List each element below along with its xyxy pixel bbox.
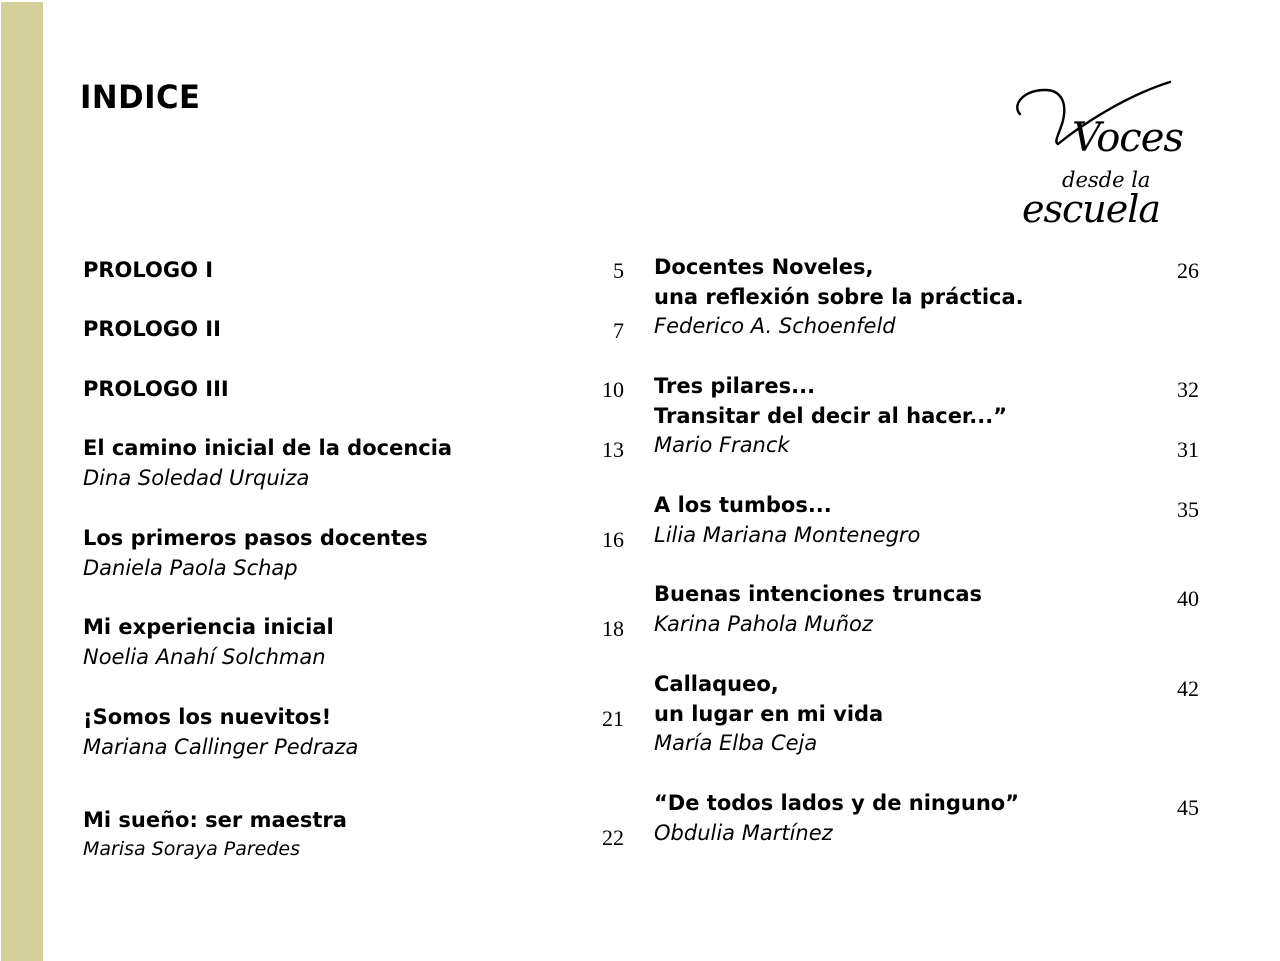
page-number: 42 bbox=[1177, 676, 1199, 701]
page-number: 5 bbox=[613, 258, 624, 283]
page-number: 13 bbox=[602, 437, 624, 462]
entry-author: Noelia Anahí Solchman bbox=[83, 644, 326, 669]
entry-author: Federico A. Schoenfeld bbox=[654, 314, 896, 338]
entry-title-line1: A los tumbos... bbox=[654, 493, 832, 517]
page-number: 32 bbox=[1177, 377, 1199, 402]
entry-author: Daniela Paola Schap bbox=[83, 555, 298, 580]
entry-author: Lilia Mariana Montenegro bbox=[654, 522, 921, 547]
entry-title: Mi sueño: ser maestra bbox=[83, 808, 347, 832]
page-number: 10 bbox=[602, 377, 624, 402]
page-number: 22 bbox=[602, 825, 624, 850]
voces-desde-la-escuela-logo bbox=[1010, 76, 1210, 226]
entry-title-line1: “De todos lados y de ninguno” bbox=[654, 791, 1020, 815]
entry-title-line2: un lugar en mi vida bbox=[654, 701, 884, 726]
page-number-secondary: 31 bbox=[1177, 437, 1199, 462]
page-number: 45 bbox=[1177, 795, 1199, 820]
entry-title: El camino inicial de la docencia bbox=[83, 436, 453, 460]
logo-voces: Voces bbox=[1072, 115, 1183, 161]
toc-entry[interactable] bbox=[654, 253, 1024, 342]
entry-title-line2: Transitar del decir al hacer...” bbox=[654, 403, 1008, 428]
page-number: 26 bbox=[1177, 258, 1199, 283]
logo-escuela: escuela bbox=[1022, 187, 1161, 226]
toc-entry[interactable] bbox=[83, 315, 221, 345]
toc-entry[interactable] bbox=[654, 670, 883, 759]
toc-entry[interactable] bbox=[83, 434, 452, 493]
toc-entry[interactable] bbox=[83, 256, 213, 286]
entry-author: Mario Franck bbox=[654, 433, 790, 457]
toc-entry[interactable] bbox=[83, 703, 358, 762]
page-title: INDICE bbox=[80, 78, 201, 116]
entry-title: Mi experiencia inicial bbox=[83, 615, 334, 639]
toc-entry[interactable] bbox=[654, 580, 982, 639]
entry-title-line1: Docentes Noveles, bbox=[654, 255, 874, 279]
toc-entry[interactable] bbox=[83, 613, 334, 672]
logo-desde-la: desde la bbox=[1062, 168, 1151, 192]
entry-title-line1: Callaqueo, bbox=[654, 672, 779, 696]
toc-entry[interactable] bbox=[83, 806, 347, 862]
page-number: 40 bbox=[1177, 586, 1199, 611]
entry-title-line1: Buenas intenciones truncas bbox=[654, 582, 983, 606]
entry-title-line2: una reflexión sobre la práctica. bbox=[654, 284, 1024, 309]
page-number: 18 bbox=[602, 616, 624, 641]
toc-entry[interactable] bbox=[83, 375, 229, 405]
entry-author: Dina Soledad Urquiza bbox=[83, 465, 310, 490]
page-number: 35 bbox=[1177, 497, 1199, 522]
toc-entry[interactable] bbox=[654, 789, 1019, 848]
entry-author: María Elba Ceja bbox=[654, 731, 818, 755]
entry-author: Mariana Callinger Pedraza bbox=[83, 734, 359, 759]
toc-entry[interactable] bbox=[654, 372, 1007, 461]
toc-entry[interactable] bbox=[654, 491, 920, 550]
entry-author: Marisa Soraya Paredes bbox=[83, 837, 301, 860]
page-number: 16 bbox=[602, 527, 624, 552]
entry-title: PROLOGO III bbox=[83, 377, 229, 401]
entry-title: PROLOGO II bbox=[83, 317, 221, 341]
entry-title: PROLOGO I bbox=[83, 258, 214, 282]
entry-title: ¡Somos los nuevitos! bbox=[83, 705, 332, 729]
entry-title-line1: Tres pilares... bbox=[654, 374, 816, 398]
page-number: 7 bbox=[613, 318, 624, 343]
entry-title: Los primeros pasos docentes bbox=[83, 526, 428, 550]
entry-author: Karina Pahola Muñoz bbox=[654, 611, 873, 636]
toc-entry[interactable] bbox=[83, 524, 428, 583]
entry-author: Obdulia Martínez bbox=[654, 820, 833, 845]
page-number: 21 bbox=[602, 706, 624, 731]
decorative-side-bar bbox=[1, 2, 43, 961]
